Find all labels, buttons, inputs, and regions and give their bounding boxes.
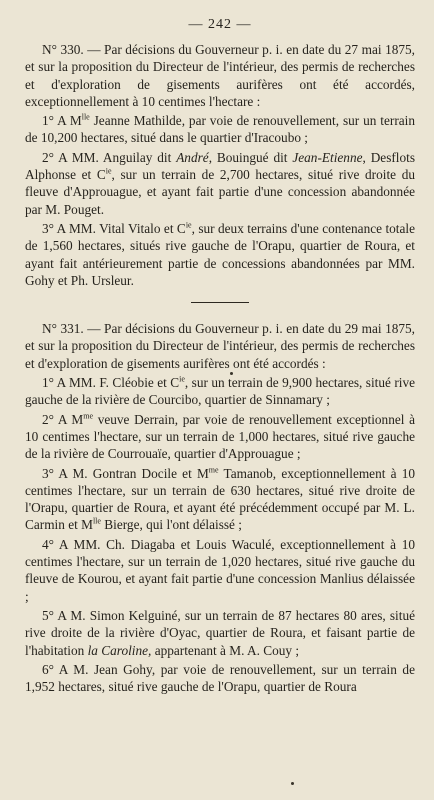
decision-331-item-6: 6° A M. Jean Gohy, par voie de renouvellement, sur un terrain de 1,952 hectares, situé rive gauche de l'Orapu, quartier de Roura <box>25 661 415 695</box>
decision-331-item-2: 2° A $M^{me}$ veuve Derrain, par voie de renouvellement exceptionnel à 10 centimes l'hectare, sur un terrain de 1,000 hectares, situé rive gauche de la rivière de Courrouaïe, quartier d'Approuague ; <box>25 411 416 462</box>
decision-330-item-2: 2° A MM. Anguilay dit André, Bouingué dit Jean-Etienne, Desflots Alphonse et $C^{ie}$, sur un terrain de 2,700 hectares, situé rive droite du fleuve d'Approuague, et ayant fait partie d'une concession abandonnée par M. Pouget. <box>25 149 416 217</box>
ink-speck <box>230 372 233 375</box>
decision-331 <box>25 320 415 695</box>
decision-331-item-1: 1° A MM. F. Cléobie et $C^{ie}$, sur un terrain de 9,900 hectares, situé rive gauche de la rivière de Courcibo, quartier de Sinnamary ; <box>25 374 415 408</box>
decision-330-item-3: 3° A MM. Vital Vitalo et $C^{ie}$, sur deux terrains d'une contenance totale de 1,560 hectares, situés rive gauche de l'Orapu, quartier de Roura, et ayant fait antérieurement partie de concessions abandonnées par MM. Gohy et Ph. Ursleur. <box>25 220 415 288</box>
decision-330-item-1: 1° A $M^{lle}$ Jeanne Mathilde, par voie de renouvellement, sur un terrain de 10,200 hectares, situé dans le quartier d'Iracoubo ; <box>25 112 415 146</box>
page-number: — 242 — <box>188 17 252 32</box>
decision-331-item-3: 3° A M. Gontran Docile et $M^{me}$ Tamanob, exceptionnellement à 10 centimes l'hectare, sur un terrain de 630 hectares, situé rive droite de l'Orapu, quartier de Roura, et ayant été précédemment occupé par M. L. Carmin et $M^{lle}$ Bierge, qui l'ont délaissé ; <box>25 465 415 533</box>
decision-331-item-4: 4° A MM. Ch. Diagaba et Louis Waculé, exceptionnellement à 10 centimes l'hectare, sur un terrain de 1,020 hectares, situé rive gauche du fleuve de Kourou, et ayant fait partie d'une concession Manlius délaissée ; <box>25 536 415 604</box>
decision-330 <box>25 41 415 289</box>
section-divider <box>191 302 249 303</box>
decision-331-item-5: 5° A M. Simon Kelguiné, sur un terrain de 87 hectares 80 ares, situé rive droite de la rivière d'Oyac, quartier de Roura, et faisant partie de l'habitation la Caroline, appartenant à M. A. Couy ; <box>25 607 415 658</box>
decision-331-intro: N° 331. — Par décisions du Gouverneur p. i. en date du 29 mai 1875, et sur la proposition du Directeur de l'intérieur, des permis de recherches et d'exploration de gisements aurifères ont été accordés : <box>25 321 415 371</box>
decision-330-intro: N° 330. — Par décisions du Gouverneur p. i. en date du 27 mai 1875, et sur la proposition du Directeur de l'intérieur, des permis de recherches et d'exploration de gisements aurifères ont été accordés, exceptionnellement à 10 centimes l'hectare : <box>25 42 415 109</box>
ink-speck <box>291 782 294 785</box>
